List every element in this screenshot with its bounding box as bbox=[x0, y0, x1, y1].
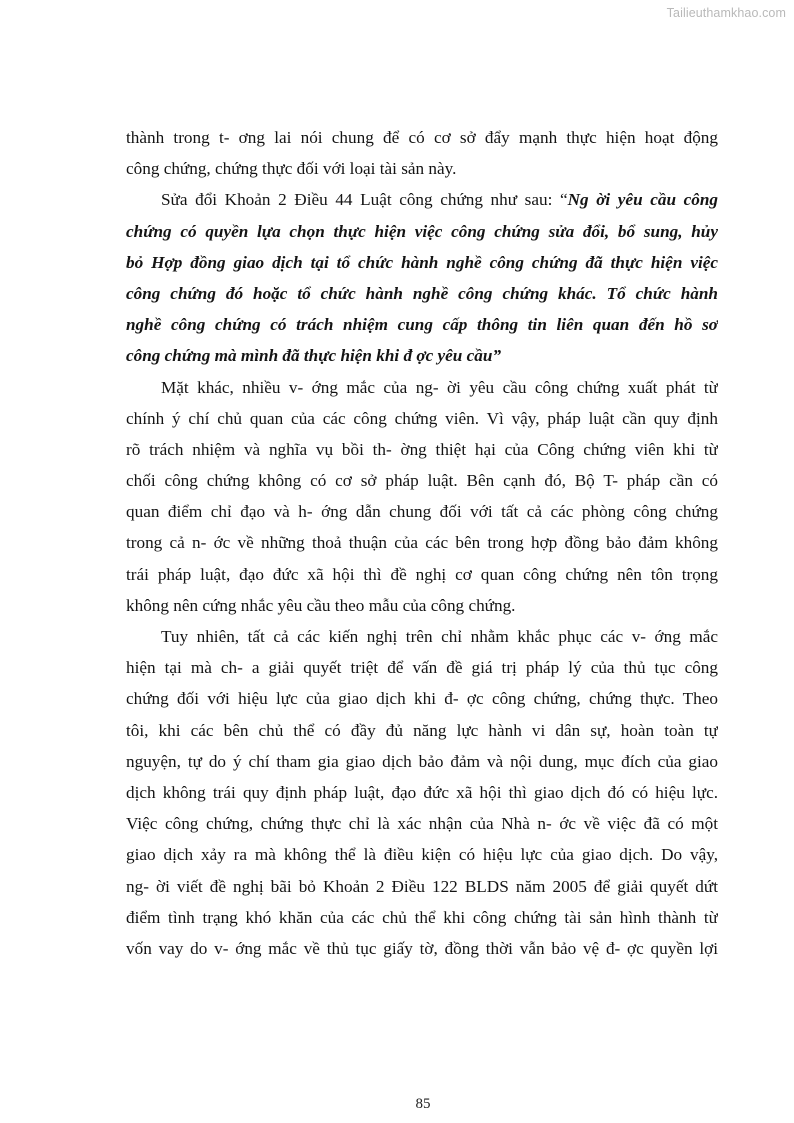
text-line bbox=[126, 247, 718, 278]
body-text: thành trong t- ơng lai nói chung để có cơ sở đẩy mạnh thực hiện hoạt động bbox=[126, 128, 718, 147]
text-line bbox=[126, 715, 718, 746]
text-line bbox=[126, 808, 718, 839]
emphasized-text: Ng ời yêu cầu công bbox=[567, 190, 718, 210]
body-text: trong cả n- ớc về những thoả thuận của các bên trong hợp đồng bảo đảm không bbox=[126, 533, 718, 553]
body-text: chính ý chí chủ quan của các công chứng viên. Vì vậy, pháp luật cần quy định bbox=[126, 408, 718, 428]
text-line bbox=[126, 340, 718, 371]
body-text: công chứng, chứng thực đối với loại tài sản này. bbox=[126, 159, 457, 179]
text-line bbox=[126, 434, 718, 465]
body-text: quan điểm chỉ đạo và h- ớng dẫn chung đối với tất cả các phòng công chứng bbox=[126, 502, 718, 522]
body-text: Tuy nhiên, tất cả các kiến nghị trên chỉ nhằm khắc phục các v- ớng mắc bbox=[161, 627, 718, 646]
page-number: 85 bbox=[415, 1096, 431, 1112]
body-text: trái pháp luật, đạo đức xã hội thì đề nghị cơ quan công chứng nên tôn trọng bbox=[126, 564, 718, 584]
body-text: Việc công chứng, chứng thực chỉ là xác nhận của Nhà n- ớc về việc đã có một bbox=[126, 814, 718, 834]
emphasized-text: nghề công chứng có trách nhiệm cung cấp thông tin liên quan đến hồ sơ bbox=[126, 315, 718, 335]
text-line bbox=[126, 839, 718, 870]
text-line bbox=[126, 527, 718, 558]
text-line bbox=[126, 777, 718, 808]
body-text: hiện tại mà ch- a giải quyết triệt để vấn đề giá trị pháp lý của thủ tục công bbox=[126, 658, 718, 678]
text-line bbox=[126, 465, 718, 496]
text-line bbox=[126, 278, 718, 309]
text-line bbox=[126, 403, 718, 434]
text-line bbox=[126, 746, 718, 777]
text-line bbox=[126, 496, 718, 527]
text-line bbox=[126, 216, 718, 247]
body-text: Mặt khác, nhiều v- ớng mắc của ng- ời yêu cầu công chứng xuất phát từ bbox=[161, 377, 718, 397]
text-line bbox=[126, 590, 718, 621]
body-text: vốn vay do v- ớng mắc về thủ tục giấy tờ, đồng thời vẫn bảo vệ đ- ợc quyền lợi bbox=[126, 938, 718, 958]
site-watermark: Tailieuthamkhao.com bbox=[666, 6, 786, 20]
text-line bbox=[126, 309, 718, 340]
body-text: chứng đối với hiệu lực của giao dịch khi đ- ợc công chứng, chứng thực. Theo bbox=[126, 689, 718, 709]
body-text: tôi, khi các bên chủ thể có đầy đủ năng lực hành vi dân sự, hoàn toàn tự bbox=[126, 720, 718, 740]
text-line bbox=[126, 902, 718, 933]
document-body bbox=[126, 122, 718, 964]
body-text: nguyện, tự do ý chí tham gia giao dịch bảo đảm và nội dung, mục đích của giao bbox=[126, 751, 718, 771]
text-line bbox=[126, 652, 718, 683]
body-text: không nên cứng nhắc yêu cầu theo mẫu của công chứng. bbox=[126, 595, 516, 615]
emphasized-text: bỏ Hợp đồng giao dịch tại tổ chức hành nghề công chứng đã thực hiện việc bbox=[126, 252, 718, 272]
text-line bbox=[126, 372, 718, 403]
emphasized-text: công chứng đó hoặc tổ chức hành nghề công chứng khác. Tổ chức hành bbox=[126, 283, 718, 303]
body-text: rõ trách nhiệm và nghĩa vụ bồi th- ờng thiệt hại của Công chứng viên khi từ bbox=[126, 439, 718, 459]
text-line bbox=[126, 122, 718, 153]
body-text: Sửa đổi Khoản 2 Điều 44 Luật công chứng như sau: “ bbox=[161, 190, 568, 210]
text-line bbox=[126, 184, 718, 215]
text-line bbox=[126, 621, 718, 652]
body-text: điểm tình trạng khó khăn của các chủ thể khi công chứng tài sản hình thành từ bbox=[126, 907, 718, 927]
body-text: giao dịch xảy ra mà không thể là điều kiện có hiệu lực của giao dịch. Do vậy, bbox=[126, 845, 718, 865]
emphasized-text: công chứng mà mình đã thực hiện khi đ ợc yêu cầu” bbox=[126, 346, 502, 366]
body-text: dịch không trái quy định pháp luật, đạo đức xã hội thì giao dịch đó có hiệu lực. bbox=[126, 782, 718, 802]
text-line bbox=[126, 559, 718, 590]
text-line bbox=[126, 683, 718, 714]
emphasized-text: chứng có quyền lựa chọn thực hiện việc công chứng sửa đổi, bổ sung, hủy bbox=[126, 221, 718, 241]
body-text: chối công chứng không có cơ sở pháp luật. Bên cạnh đó, Bộ T- pháp cần có bbox=[126, 471, 718, 491]
body-text: ng- ời viết đề nghị bãi bỏ Khoản 2 Điều 122 BLDS năm 2005 để giải quyết dứt bbox=[126, 876, 718, 896]
text-line bbox=[126, 871, 718, 902]
text-line bbox=[126, 933, 718, 964]
text-line bbox=[126, 153, 718, 184]
